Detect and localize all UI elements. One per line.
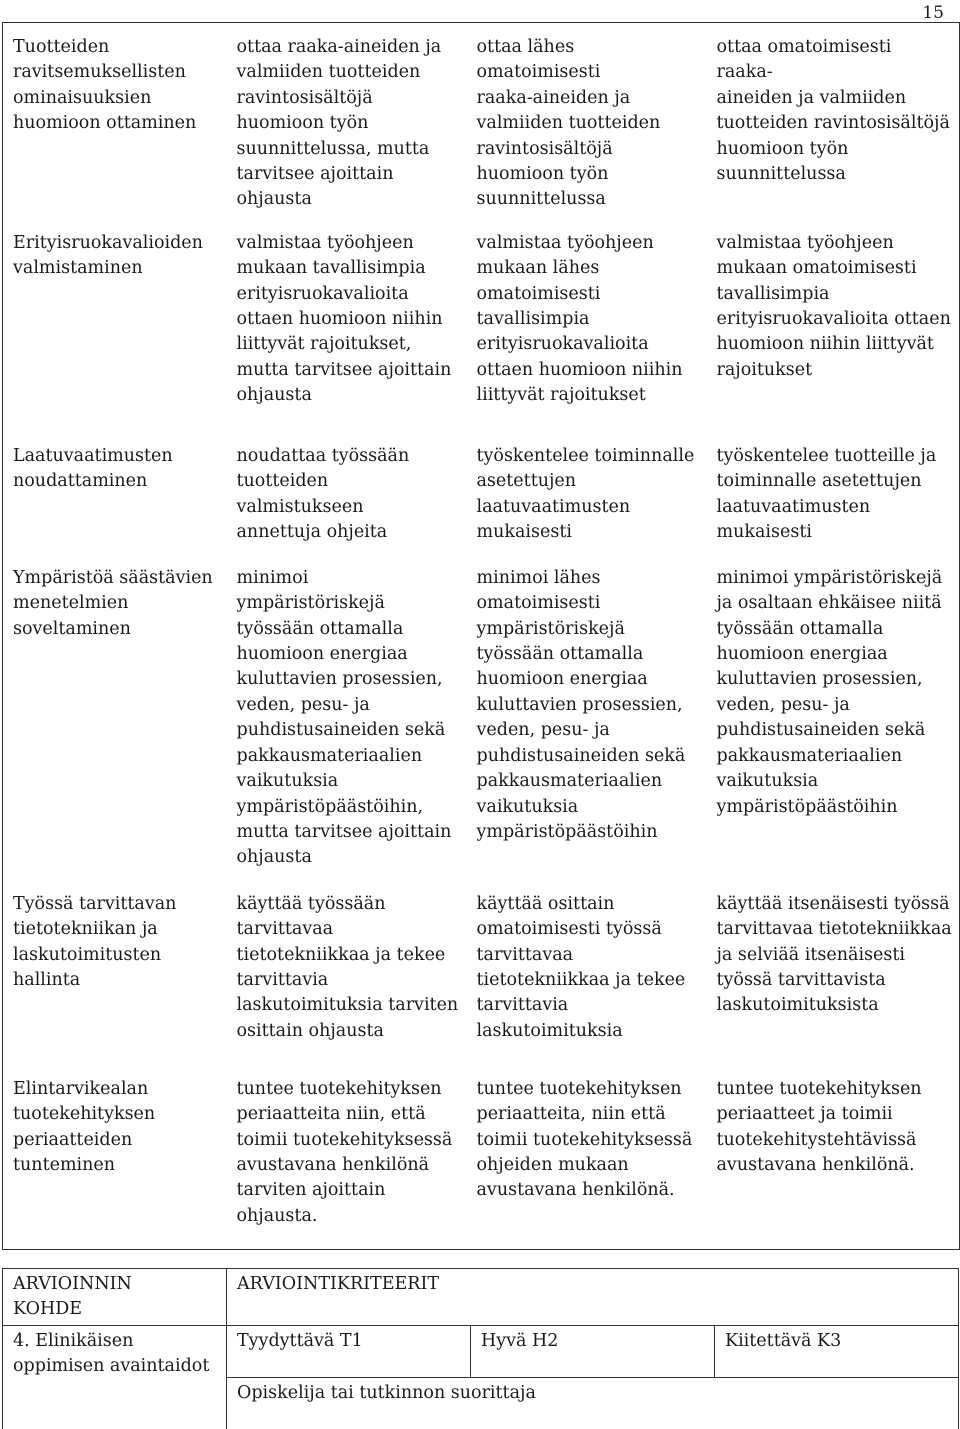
- criteria-k3-cell: käyttää itsenäisesti työssä tarvittavaa tietotekniikkaa ja selviää itsenäisesti työssä tarvittavista laskutoimituksista: [716, 893, 952, 1016]
- assessment-target-name: 4. Elinikäisen oppimisen avaintaidot: [3, 1325, 227, 1429]
- criteria-h2-cell: ottaa lähes omatoimisesti raaka-aineiden ja valmiiden tuotteiden ravintosisältöjä huomioon työn suunnittelussa: [476, 37, 661, 210]
- table-row: [3, 554, 960, 880]
- criteria-k3-cell: minimoi ympäristöriskejä ja osaltaan ehkäisee niitä työssään ottamalla huomioon energiaa kuluttavien prosessien, veden, pesu- ja puhdistusaineiden sekä pakkausmateriaalien vaikutuksia ympäristöpäästöihin: [716, 567, 943, 817]
- criteria-t1-cell: minimoi ympäristöriskejä työssään ottamalla huomioon energiaa kuluttavien prosessien, veden, pesu- ja puhdistusaineiden sekä pakkausmateriaalien vaikutuksia ympäristöpäästöihin, mutta tarvitsee ajoittain ohjausta: [236, 567, 452, 868]
- grade-k3-label: Kiitettävä K3: [715, 1325, 959, 1377]
- grade-t1-label: Tyydyttävä T1: [227, 1325, 471, 1377]
- criteria-h2-cell: käyttää osittain omatoimisesti työssä tarvittavaa tietotekniikkaa ja tekee tarvittavia laskutoimituksia: [476, 893, 686, 1041]
- criteria-k3-cell: ottaa omatoimisesti raaka- aineiden ja valmiiden tuotteiden ravintosisältöjä huomioon työn suunnittelussa: [716, 37, 950, 185]
- criteria-k3-cell: työskentelee tuotteille ja toiminnalle asetettujen laatuvaatimusten mukaisesti: [716, 445, 937, 543]
- table-row: [3, 1269, 959, 1326]
- table-row: [3, 219, 960, 432]
- criteria-t1-cell: tuntee tuotekehityksen periaatteita niin, että toimii tuotekehityksessä avustavana henkilönä tarviten ajoittain ohjausta.: [236, 1078, 453, 1226]
- criteria-k3-cell: valmistaa työohjeen mukaan omatoimisesti tavallisimpia erityisruokavalioita ottaen huomioon niihin liittyvät rajoitukset: [716, 232, 951, 380]
- assessment-target-cell: Tuotteiden ravitsemuksellisten ominaisuuksien huomioon ottaminen: [13, 37, 197, 134]
- table-row: [3, 432, 960, 554]
- criteria-t1-cell: ottaa raaka-aineiden ja valmiiden tuotteiden ravintosisältöjä huomioon työn suunnittelussa, mutta tarvitsee ajoittain ohjausta: [236, 37, 442, 210]
- criteria-h2-cell: tuntee tuotekehityksen periaatteita, niin että toimii tuotekehityksessä ohjeiden mukaan avustavana henkilönä.: [476, 1078, 693, 1201]
- table-row: [3, 1325, 959, 1377]
- criteria-h2-cell: valmistaa työohjeen mukaan lähes omatoimisesti tavallisimpia erityisruokavalioita ottaen huomioon niihin liittyvät rajoitukset: [476, 232, 683, 406]
- criteria-header: ARVIOINTIKRITEERIT: [227, 1269, 959, 1326]
- assessment-target-cell: Erityisruokavalioiden valmistaminen: [13, 232, 203, 279]
- criteria-header-table: [2, 1268, 959, 1429]
- page-number: 15: [922, 3, 944, 23]
- subject-label: Opiskelija tai tutkinnon suorittaja: [227, 1377, 959, 1429]
- table-row: [3, 23, 960, 219]
- assessment-target-cell: Ympäristöä säästävien menetelmien soveltaminen: [13, 567, 213, 639]
- assessment-criteria-table: [2, 22, 960, 1250]
- assessment-target-cell: Laatuvaatimusten noudattaminen: [13, 445, 173, 492]
- table-row: [3, 880, 960, 1065]
- assessment-target-cell: Elintarvikealan tuotekehityksen periaatteiden tunteminen: [13, 1078, 156, 1176]
- criteria-t1-cell: valmistaa työohjeen mukaan tavallisimpia erityisruokavalioita ottaen huomioon niihin liittyvät rajoitukset, mutta tarvitsee ajoittain ohjausta: [236, 232, 452, 406]
- grade-h2-label: Hyvä H2: [471, 1325, 715, 1377]
- table-row: [3, 1065, 960, 1250]
- criteria-h2-cell: työskentelee toiminnalle asetettujen laatuvaatimusten mukaisesti: [476, 445, 695, 543]
- criteria-k3-cell: tuntee tuotekehityksen periaatteet ja toimii tuotekehitystehtävissä avustavana henkilönä.: [716, 1078, 922, 1176]
- assessment-target-header: ARVIOINNIN KOHDE: [3, 1269, 227, 1326]
- criteria-h2-cell: minimoi lähes omatoimisesti ympäristöriskejä työssään ottamalla huomioon energiaa kuluttavien prosessien, veden, pesu- ja puhdistusaineiden sekä pakkausmateriaalien vaikutuksia ympäristöpäästöihin: [476, 567, 686, 842]
- assessment-target-cell: Työssä tarvittavan tietotekniikan ja laskutoimitusten hallinta: [13, 893, 177, 991]
- criteria-t1-cell: noudattaa työssään tuotteiden valmistukseen annettuja ohjeita: [236, 445, 410, 543]
- criteria-t1-cell: käyttää työssään tarvittavaa tietotekniikkaa ja tekee tarvittavia laskutoimituksia tarviten osittain ohjausta: [236, 893, 459, 1041]
